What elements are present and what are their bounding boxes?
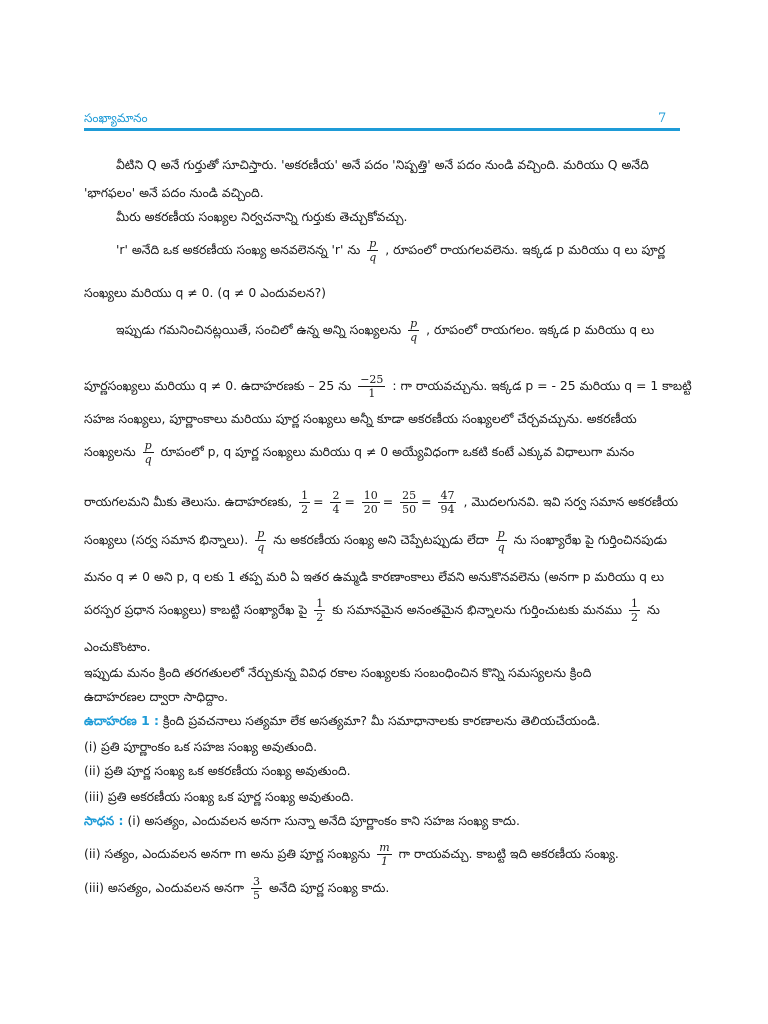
example-heading: [84, 712, 684, 730]
numerator: p: [369, 237, 377, 250]
text-segment: , రూపంలో రాయగలవలెను. ఇక్కడ p మరియు q లు పూర్ణ: [385, 242, 666, 257]
text-segment: పూర్ణసంఖ్యలు మరియు q ≠ 0. ఉదాహరణకు – 25 ను: [84, 378, 352, 393]
fraction-p-over-q: [367, 238, 378, 263]
list-item: (i) ప్రతి పూర్ణాంకం ఒక సహజ సంఖ్య అవుతుంది.: [84, 739, 318, 754]
equals-sign: =: [344, 494, 355, 509]
denominator: q: [410, 331, 418, 344]
solution-label: సాధన :: [84, 813, 124, 828]
example-label: ఉదాహరణ 1 :: [84, 713, 159, 728]
fraction-half: [629, 598, 640, 623]
text-segment: ఇప్పుడు గమనించినట్లయితే, సంచిలో ఉన్న అన్ని సంఖ్యలను: [116, 322, 402, 337]
text-segment: కు సమానమైన అనంతమైన భిన్నాలను గుర్తించుటకు మనము: [332, 602, 622, 617]
paragraph-line: [84, 598, 684, 623]
text-segment: , మొదలగునవి. ఇవి సర్వ సమాన అకరణీయ: [463, 494, 679, 509]
equals-sign: =: [313, 494, 324, 509]
list-item: (ii) ప్రతి పూర్ణ సంఖ్య ఒక అకరణీయ సంఖ్య అవుతుంది.: [84, 763, 351, 778]
running-title: సంఖ్యామానం: [84, 111, 148, 125]
text-segment: గా రాయవచ్చు. కాబట్టి ఇది అకరణీయ సంఖ్య.: [398, 846, 619, 861]
text-segment: ను సంఖ్యారేఖ పై గుర్తించినపుడు: [513, 532, 668, 547]
numerator: p: [144, 439, 152, 452]
definition-line: [116, 238, 716, 263]
fraction-p-over-q: [143, 440, 154, 465]
denominator: 20: [363, 503, 378, 516]
header-rule: [84, 128, 680, 131]
list-item: (iii) ప్రతి అకరణీయ సంఖ్య ఒక పూర్ణ సంఖ్య అవుతుంది.: [84, 789, 354, 804]
denominator: 94: [440, 503, 455, 516]
text-segment: , రూపంలో రాయగలం. ఇక్కడ p మరియు q లు: [426, 322, 655, 337]
paragraph-line: [84, 490, 684, 515]
denominator: 1: [368, 387, 376, 400]
numerator: 1: [316, 597, 324, 610]
text-segment: పరస్పర ప్రధాన సంఖ్యలు) కాబట్టి సంఖ్యారేఖ పై: [84, 602, 308, 617]
page-number: 7: [658, 111, 667, 126]
text-segment: : గా రాయవచ్చును. ఇక్కడ p = - 25 మరియు q = 1 కాబట్టి: [392, 378, 692, 393]
solution-line: [84, 842, 684, 867]
text-segment: రూపంలో p, q పూర్ణ సంఖ్యలు మరియు q ≠ 0 అయ్యేవిధంగా ఒకటి కంటే ఎక్కువ విధాలుగా మనం: [160, 444, 635, 459]
text-segment: అనేది పూర్ణ సంఖ్య కాదు.: [268, 880, 390, 895]
numerator: 25: [402, 489, 417, 502]
numerator: 3: [253, 875, 261, 888]
paragraph-line: మనం q ≠ 0 అని p, q లకు 1 తప్ప మరి ఏ ఇతర ఉమ్మడి కారణాంకాలు లేవని అనుకొనవలెను (అనగా p మరియు q లు: [84, 569, 664, 584]
fraction-m-over-1: [377, 842, 391, 867]
paragraph-line: [116, 318, 716, 343]
paragraph-line: [84, 528, 684, 553]
denominator: q: [369, 251, 377, 264]
denominator: q: [257, 541, 265, 554]
text-segment: ను అకరణీయ సంఖ్య అని చెప్పేటప్పుడు లేదా: [273, 532, 489, 547]
fraction-p-over-q: [496, 528, 507, 553]
example-text: క్రింది ప్రవచనాలు సత్యమా లేక అసత్యమా? మీ సమాధానాలకు కారణాలను తెలియచేయండి.: [162, 713, 601, 728]
fraction-ten-twentieths: [362, 490, 380, 515]
fraction-p-over-q: [255, 528, 266, 553]
numerator: −25: [360, 373, 384, 386]
fraction-three-fifths: [251, 876, 262, 901]
paragraph-line: ఇప్పుడు మనం క్రింది తరగతులలో నేర్చుకున్న వివిధ రకాల సంఖ్యలకు సంబంధించిన కొన్ని సమస్యలను క్రింది: [84, 665, 592, 680]
denominator: 2: [301, 503, 309, 516]
numerator: m: [379, 841, 390, 854]
numerator: p: [257, 527, 265, 540]
paragraph-line: వీటిని Q అనే గుర్తుతో సూచిస్తారు. 'అకరణీయ' అనే పదం 'నిష్పత్తి' అనే పదం నుండి వచ్చింది. మరియు Q అనేది: [116, 157, 649, 172]
fraction-twentyfive-fiftieths: [400, 490, 418, 515]
fraction-p-over-q: [408, 318, 419, 343]
denominator: 2: [316, 611, 324, 624]
paragraph-line: 'భాగఫలం' అనే పదం నుండి వచ్చింది.: [84, 185, 264, 200]
denominator: 2: [630, 611, 638, 624]
denominator: 4: [332, 503, 340, 516]
numerator: 10: [363, 489, 378, 502]
text-segment: సంఖ్యలను: [84, 444, 136, 459]
fraction-half: [314, 598, 325, 623]
denominator: q: [144, 453, 152, 466]
numerator: p: [497, 527, 505, 540]
paragraph-line: ఉదాహరణల ద్వారా సాధిద్దాం.: [84, 689, 229, 704]
paragraph-line: మీరు అకరణీయ సంఖ్యల నిర్వచనాన్ని గుర్తుకు తెచ్చుకోవచ్చు.: [116, 209, 408, 224]
text-segment: ను: [646, 602, 660, 617]
fraction-half: [299, 490, 310, 515]
paragraph-line: సంఖ్యలు మరియు q ≠ 0. (q ≠ 0 ఎందువలన?): [84, 285, 326, 300]
paragraph-line: సహజ సంఖ్యలు, పూర్ణాంకాలు మరియు పూర్ణ సంఖ్యలు అన్నీ కూడా అకరణీయ సంఖ్యలలో చేర్చవచ్చును. అకరణీయ: [84, 411, 637, 426]
solution-line: [84, 812, 684, 830]
fraction-neg25-over-1: [358, 374, 385, 399]
text-segment: (ii) సత్యం, ఎందువలన అనగా m అను ప్రతి పూర్ణ సంఖ్యను: [84, 846, 371, 861]
text-segment: రాయగలమని మీకు తెలుసు. ఉదాహరణకు,: [84, 494, 293, 509]
paragraph-line: [84, 373, 692, 400]
denominator: 50: [402, 503, 417, 516]
denominator: 5: [253, 889, 261, 902]
numerator: 1: [630, 597, 638, 610]
fraction-two-fourths: [330, 490, 341, 515]
numerator: 1: [301, 489, 309, 502]
text-segment: సంఖ్యలు (సర్వ సమాన భిన్నాలు).: [84, 532, 249, 547]
fraction-fortyseven-ninetyfourths: [438, 490, 456, 515]
denominator: q: [497, 541, 505, 554]
solution-line: [84, 876, 684, 901]
denominator: 1: [380, 855, 388, 868]
solution-text: (i) అసత్యం, ఎందువలన అనగా సున్నా అనేది పూర్ణాంకం కాని సహజ సంఖ్య కాదు.: [127, 813, 520, 828]
paragraph-line: [84, 440, 684, 465]
text-segment: (iii) అసత్యం, ఎందువలన అనగా: [84, 880, 245, 895]
text-segment: 'r' అనేది ఒక అకరణీయ సంఖ్య అనవలెనన్న 'r' ను: [116, 242, 361, 257]
equals-sign: =: [382, 494, 394, 509]
paragraph-line: ఎంచుకొంటాం.: [84, 639, 151, 654]
equals-sign: =: [421, 494, 432, 509]
numerator: p: [410, 317, 418, 330]
numerator: 2: [332, 489, 340, 502]
numerator: 47: [440, 489, 455, 502]
